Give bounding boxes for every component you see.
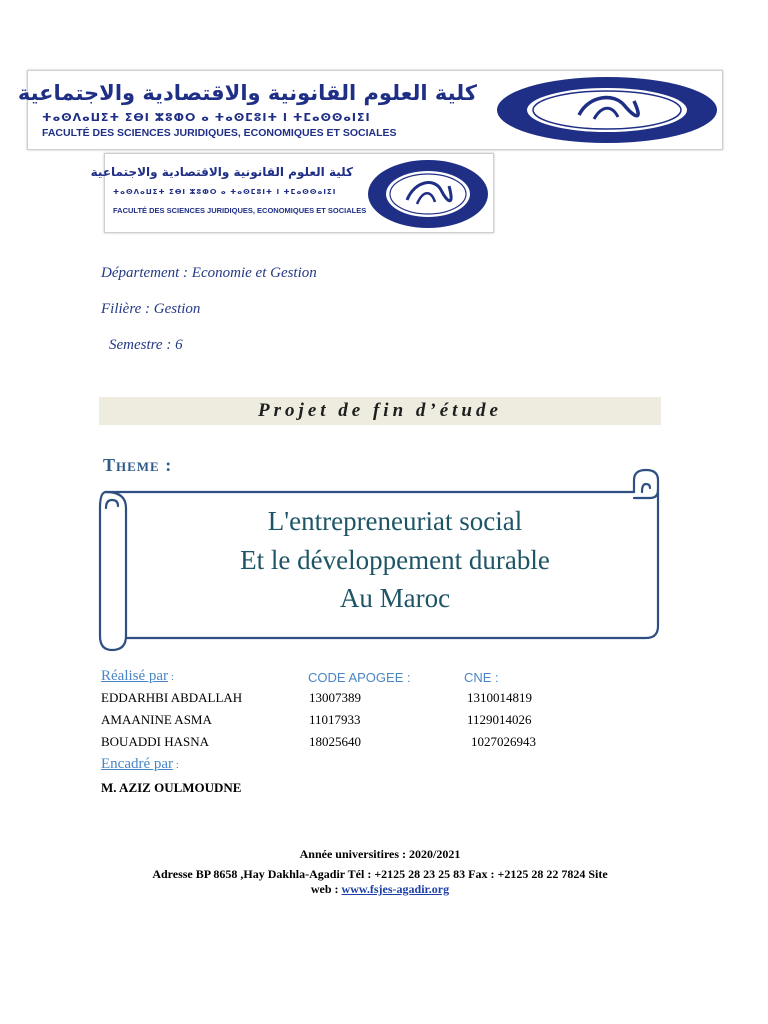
realise-par-text: Réalisé par — [101, 668, 169, 684]
student-code: 11017933 — [309, 712, 361, 727]
filiere-text: Filière : Gestion — [101, 301, 201, 317]
student-name: BOUADDI HASNA — [101, 734, 209, 749]
student-cne: 1310014819 — [467, 690, 532, 705]
theme-label: Theme : — [103, 455, 173, 475]
realise-par-colon: : — [168, 671, 174, 683]
encadre-par-colon: : — [173, 759, 179, 771]
website-line — [100, 882, 660, 897]
university-seal-small-icon — [365, 158, 491, 230]
project-title: Projet de fin d’étude — [258, 400, 502, 421]
supervisor-name: M. AZIZ OULMOUDNE — [101, 780, 242, 795]
cne-header: CNE : — [464, 670, 499, 685]
student-name: EDDARHBI ABDALLAH — [101, 690, 243, 705]
department-text: Département : Economie et Gestion — [101, 265, 317, 281]
student-cne: 1027026943 — [471, 734, 536, 749]
theme-line-2: Et le développement durable — [240, 545, 550, 575]
faculty-banner-small — [90, 153, 494, 233]
realise-par-label — [101, 668, 174, 685]
faculty-name-tifinagh-small: ⵜⴰⵙⴷⴰⵡⵉⵜ ⵉⴱⵏ ⵣⵓⵀⵔ ⴰ ⵜⴰⵙⵎⵓⵏⵜ ⵏ ⵜⵎⴰⵙⵙⴰⵏⵉⵏ — [113, 188, 337, 196]
faculty-name-arabic: كلية العلوم القانونية والاقتصادية والاجتماعية — [17, 81, 477, 105]
encadre-par-text: Encadré par — [101, 756, 174, 772]
project-title-bar — [99, 397, 661, 425]
website-prefix: web : — [310, 882, 342, 896]
student-code: 18025640 — [309, 734, 361, 749]
theme-line-1: L'entrepreneuriat social — [267, 506, 523, 536]
faculty-name-french-small: FACULTÉ DES SCIENCES JURIDIQUES, ECONOMIQUES ET SOCIALES — [113, 206, 367, 215]
faculty-name-arabic-small: كلية العلوم القانونية والاقتصادية والاجتماعية — [90, 165, 353, 179]
student-name: AMAANINE ASMA — [101, 712, 212, 727]
address-line: Adresse BP 8658 ,Hay Dakhla-Agadir Tél : +2125 28 23 25 83 Fax : +2125 28 22 7824 Site — [152, 867, 608, 881]
student-cne: 1129014026 — [467, 712, 532, 727]
encadre-par-label — [101, 756, 179, 773]
faculty-banner-large — [17, 70, 723, 150]
faculty-name-french: FACULTÉ DES SCIENCES JURIDIQUES, ECONOMIQUES ET SOCIALES — [42, 127, 397, 139]
code-apogee-header: CODE APOGEE : — [308, 670, 411, 685]
university-seal-icon — [494, 75, 720, 145]
student-code: 13007389 — [309, 690, 361, 705]
theme-line-3: Au Maroc — [339, 583, 451, 613]
faculty-name-tifinagh: ⵜⴰⵙⴷⴰⵡⵉⵜ ⵉⴱⵏ ⵣⵓⵀⵔ ⴰ ⵜⴰⵙⵎⵓⵏⵜ ⵏ ⵜⵎⴰⵙⵙⴰⵏⵉⵏ — [42, 111, 371, 124]
academic-year: Année universitires : 2020/2021 — [299, 847, 461, 861]
semestre-text: Semestre : 6 — [109, 337, 183, 353]
website-link[interactable]: www.fsjes-agadir.org — [341, 882, 450, 896]
